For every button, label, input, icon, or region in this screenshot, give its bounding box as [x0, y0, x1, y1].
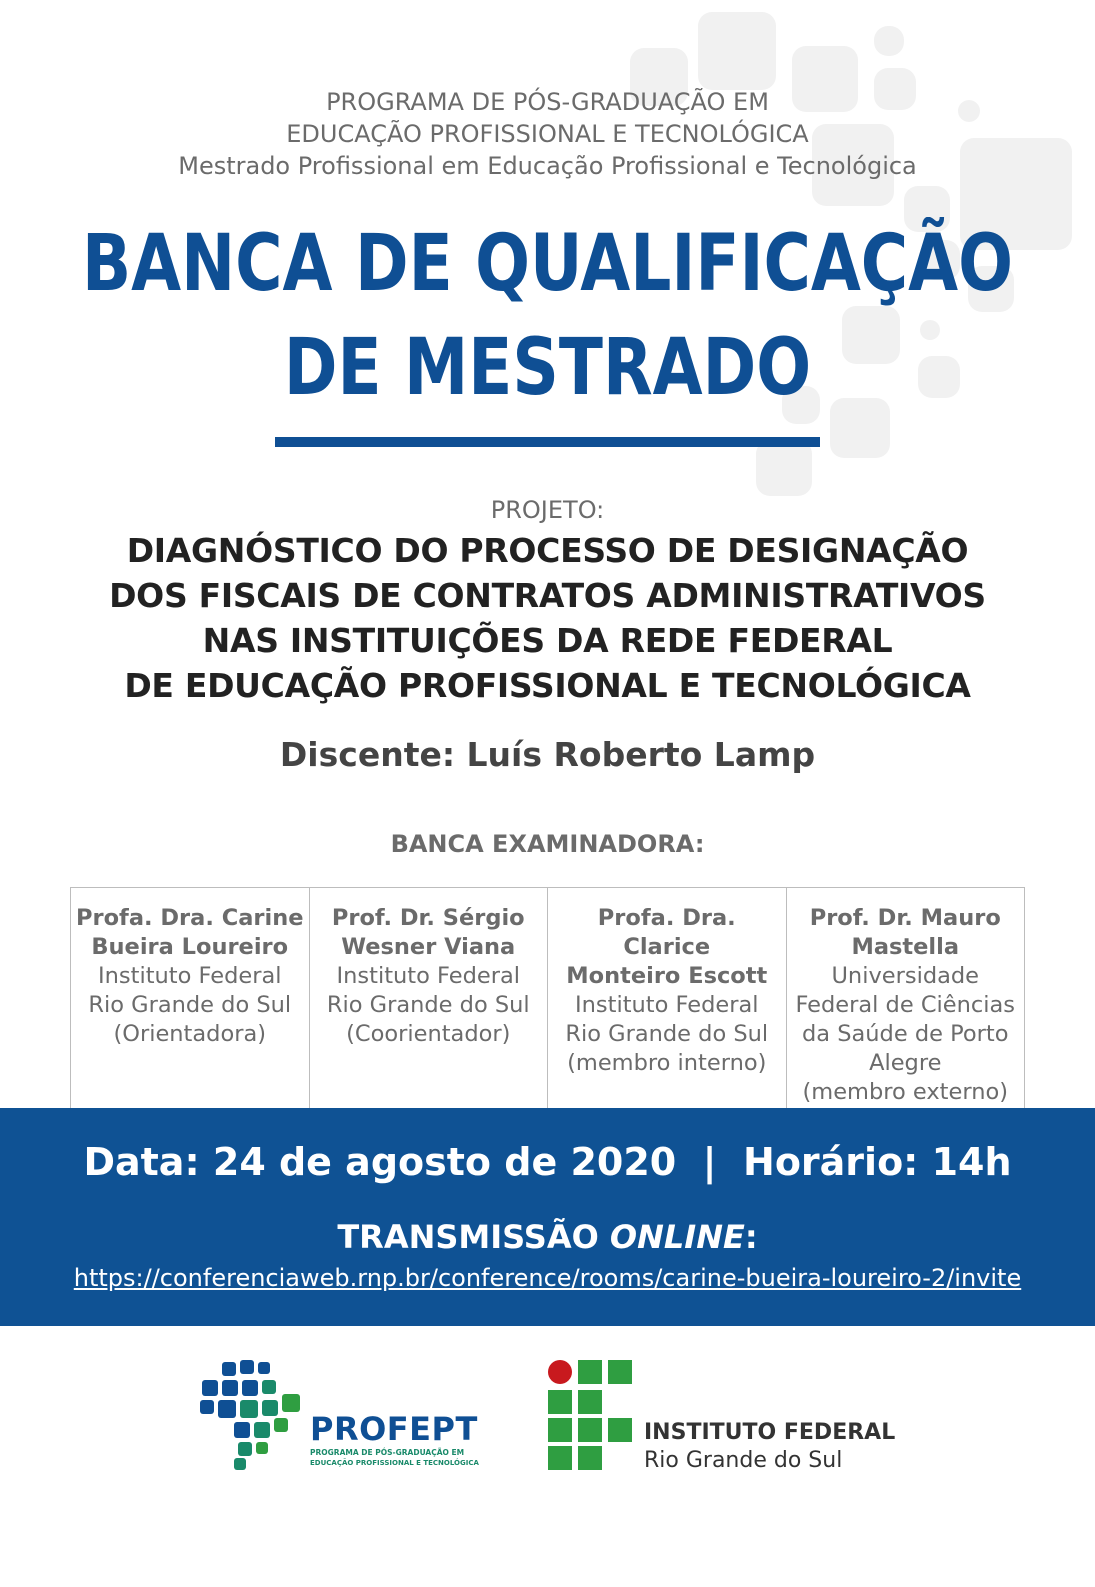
member-institution: Federal de Ciências [795, 992, 1016, 1018]
member-institution: Rio Grande do Sul [88, 992, 292, 1018]
profept-subtitle-1: PROGRAMA DE PÓS-GRADUAÇÃO EM [310, 1448, 465, 1457]
member-institution: Rio Grande do Sul [326, 992, 530, 1018]
if-name-line-1: INSTITUTO FEDERAL [644, 1420, 896, 1445]
member-name: Monteiro Escott [566, 963, 768, 989]
member-name: Bueira Loureiro [91, 934, 289, 960]
member-name: Prof. Dr. Mauro [809, 905, 1001, 931]
project-line-2: DOS FISCAIS DE CONTRATOS ADMINISTRATIVOS [109, 576, 986, 615]
committee-table [70, 887, 1025, 1123]
program-line-2: EDUCAÇÃO PROFISSIONAL E TECNOLÓGICA [286, 120, 809, 148]
committee-member [310, 888, 549, 1122]
member-institution: Universidade [831, 963, 980, 989]
project-line-3: NAS INSTITUIÇÕES DA REDE FEDERAL [202, 621, 893, 660]
project-line-4: DE EDUCAÇÃO PROFISSIONAL E TECNOLÓGICA [124, 666, 971, 705]
member-institution: Instituto Federal [575, 992, 759, 1018]
member-institution: Rio Grande do Sul [565, 1021, 769, 1047]
profept-logo [198, 1358, 498, 1478]
if-name-line-2: Rio Grande do Sul [644, 1448, 843, 1473]
profept-name: PROFEPT [310, 1410, 478, 1448]
event-date-time: Data: 24 de agosto de 2020 | Horário: 14h [83, 1140, 1012, 1184]
committee-label: BANCA EXAMINADORA: [390, 830, 705, 858]
committee-member [548, 888, 787, 1122]
transmission-online: ONLINE [609, 1218, 745, 1256]
title-divider [275, 437, 820, 447]
committee-member [71, 888, 310, 1122]
profept-subtitle-2: EDUCAÇÃO PROFISSIONAL E TECNOLÓGICA [310, 1459, 479, 1467]
transmission-label [0, 1218, 1095, 1256]
page-title [44, 212, 1051, 420]
member-institution: da Saúde de Porto [802, 1021, 1009, 1047]
program-line-3: Mestrado Profissional em Educação Profissional e Tecnológica [178, 152, 917, 180]
member-role: (membro interno) [567, 1050, 767, 1076]
project-line-1: DIAGNÓSTICO DO PROCESSO DE DESIGNAÇÃO [126, 531, 969, 570]
member-role: (Orientadora) [113, 1021, 267, 1047]
project-title [0, 528, 1095, 708]
conference-link[interactable]: https://conferenciaweb.rnp.br/conference/rooms/carine-bueira-loureiro-2/invite [73, 1264, 1022, 1292]
member-name: Prof. Dr. Sérgio [331, 905, 525, 931]
member-institution: Alegre [869, 1050, 942, 1076]
project-label: PROJETO: [490, 496, 605, 524]
program-header [0, 86, 1095, 182]
instituto-federal-logo [548, 1360, 896, 1473]
member-name: Profa. Dra. Carine [75, 905, 304, 931]
member-name: Profa. Dra. Clarice [597, 905, 736, 960]
member-role: (Coorientador) [346, 1021, 511, 1047]
title-line-1: BANCA DE QUALIFICAÇÃO [81, 219, 1014, 309]
member-institution: Instituto Federal [98, 963, 282, 989]
member-name: Wesner Viana [341, 934, 516, 960]
member-institution: Instituto Federal [336, 963, 520, 989]
transmission-prefix: TRANSMISSÃO [337, 1218, 610, 1256]
member-role: (membro externo) [802, 1079, 1008, 1105]
student-name: Discente: Luís Roberto Lamp [279, 735, 816, 774]
title-line-2: DE MESTRADO [283, 323, 812, 413]
member-name: Mastella [851, 934, 960, 960]
program-line-1: PROGRAMA DE PÓS-GRADUAÇÃO EM [326, 88, 769, 116]
committee-member [787, 888, 1025, 1122]
transmission-suffix: : [744, 1218, 758, 1256]
